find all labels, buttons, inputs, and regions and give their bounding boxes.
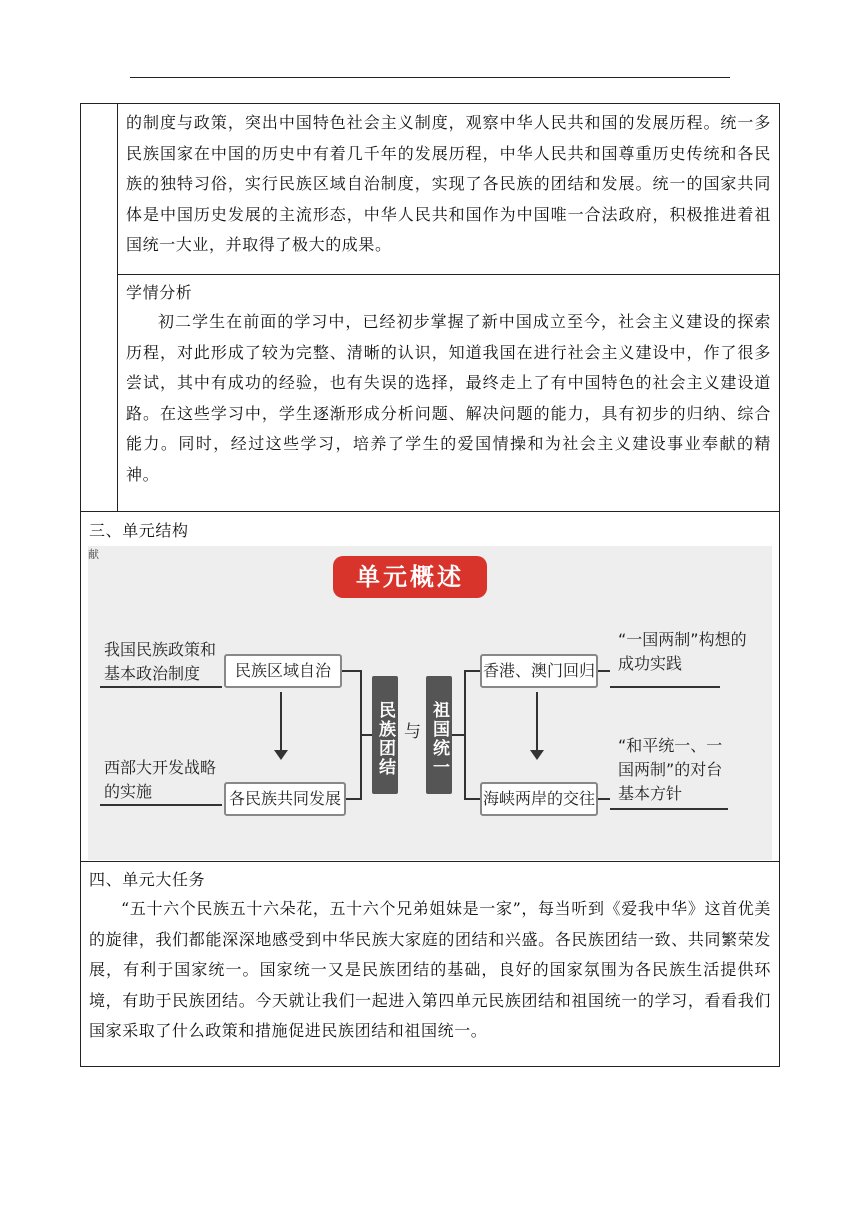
right-top-label — [618, 628, 747, 676]
right-bottom-label-line3: 基本方针 — [618, 784, 683, 803]
right-top-underline — [610, 686, 720, 688]
right-top-connector — [598, 670, 610, 672]
left-bottom-label-line1: 西部大开发战略 — [104, 758, 217, 777]
left-bracket-bottom — [346, 798, 360, 800]
left-bracket-top — [342, 670, 360, 672]
right-arrow-shaft — [536, 692, 538, 754]
unit-task-paragraph: “五十六个民族五十六朵花，五十六个兄弟姐妹是一家”，每当听到《爱我中华》这首优美的旋律，我们都能深深地感受到中华民族大家庭的团结和兴盛。各民族团结一致、共同繁荣发展，有利于国家统一。国家统一又是民族团结的基础，良好的国家氛围为各民族生活提供环境，有助于民族团结。今天就让我们一起进入第四单元民族团结和祖国统一的学习，看看我们国家采取了什么政策和措施促进民族团结和祖国统一。 — [89, 899, 771, 1040]
unit-task-cell — [80, 861, 780, 1067]
right-bottom-label-line2: 国两制”的对台 — [618, 760, 723, 779]
center-ethnic-unity: 民族团结 — [372, 676, 398, 794]
center-national-unification: 祖国统一 — [426, 676, 452, 794]
right-bracket-tick — [452, 734, 464, 736]
left-top-underline — [100, 686, 222, 688]
right-top-label-line2: 成功实践 — [618, 654, 683, 673]
content-cell-analysis — [118, 274, 780, 511]
right-bracket-spine — [464, 670, 466, 800]
header-rule — [130, 77, 730, 78]
diagram-title: 单元概述 — [333, 556, 487, 598]
left-arrow-head — [274, 750, 288, 760]
right-top-label-line1: “一国两制”构想的 — [618, 630, 747, 649]
unit-structure-heading: 三、单元结构 — [89, 521, 189, 540]
right-bottom-label — [618, 734, 722, 806]
center-and: 与 — [404, 722, 421, 742]
node-regional-autonomy: 民族区域自治 — [224, 654, 342, 688]
right-bottom-connector — [598, 798, 610, 800]
table-side-column — [80, 103, 118, 511]
right-bracket-top — [464, 670, 480, 672]
node-hk-macao-return: 香港、澳门回归 — [480, 654, 598, 688]
policy-paragraph: 的制度与政策，突出中国特色社会主义制度，观察中华人民共和国的发展历程。统一多民族国家在中国的历史中有着几千年的发展历程，中华人民共和国尊重历史传统和各民族的独特习俗，实行民族区域自治制度，实现了各民族的团结和发展。统一的国家共同体是中国历史发展的主流形态，中华人民共和国作为中国唯一合法政府，积极推进着祖国统一大业，并取得了极大的成果。 — [126, 113, 771, 254]
left-bracket-tick — [360, 734, 372, 736]
unit-task-heading: 四、单元大任务 — [89, 870, 206, 889]
content-cell-policy — [118, 103, 780, 274]
analysis-paragraph: 初二学生在前面的学习中，已经初步掌握了新中国成立至今，社会主义建设的探索历程，对此形成了较为完整、清晰的认识，知道我国在进行社会主义建设中，作了很多尝试，其中有成功的经验，也有失误的选择，最终走上了有中国特色的社会主义建设道路。在这些学习中，学生逐渐形成分析问题、解决问题的能力，具有初步的归纳、综合能力。同时，经过这些学习，培养了学生的爱国情操和为社会主义建设事业奉献的精神。 — [126, 312, 771, 484]
left-arrow-shaft — [280, 692, 282, 754]
left-top-label-line2: 基本政治制度 — [104, 664, 201, 683]
right-bracket-bottom — [464, 798, 480, 800]
node-common-development: 各民族共同发展 — [224, 782, 346, 816]
right-arrow-head — [530, 750, 544, 760]
corner-mark: 献 — [88, 548, 99, 561]
left-top-label — [104, 638, 216, 686]
analysis-title: 学情分析 — [126, 283, 193, 302]
left-bottom-label-line2: 的实施 — [104, 782, 153, 801]
right-bottom-underline — [610, 808, 728, 810]
left-top-label-line1: 我国民族政策和 — [104, 640, 217, 659]
left-bottom-label — [104, 756, 216, 804]
left-bottom-underline — [100, 804, 222, 806]
unit-overview-diagram — [88, 546, 772, 860]
right-bottom-label-line1: “和平统一、一 — [618, 736, 723, 755]
node-cross-strait-exchange: 海峡两岸的交往 — [480, 782, 598, 816]
